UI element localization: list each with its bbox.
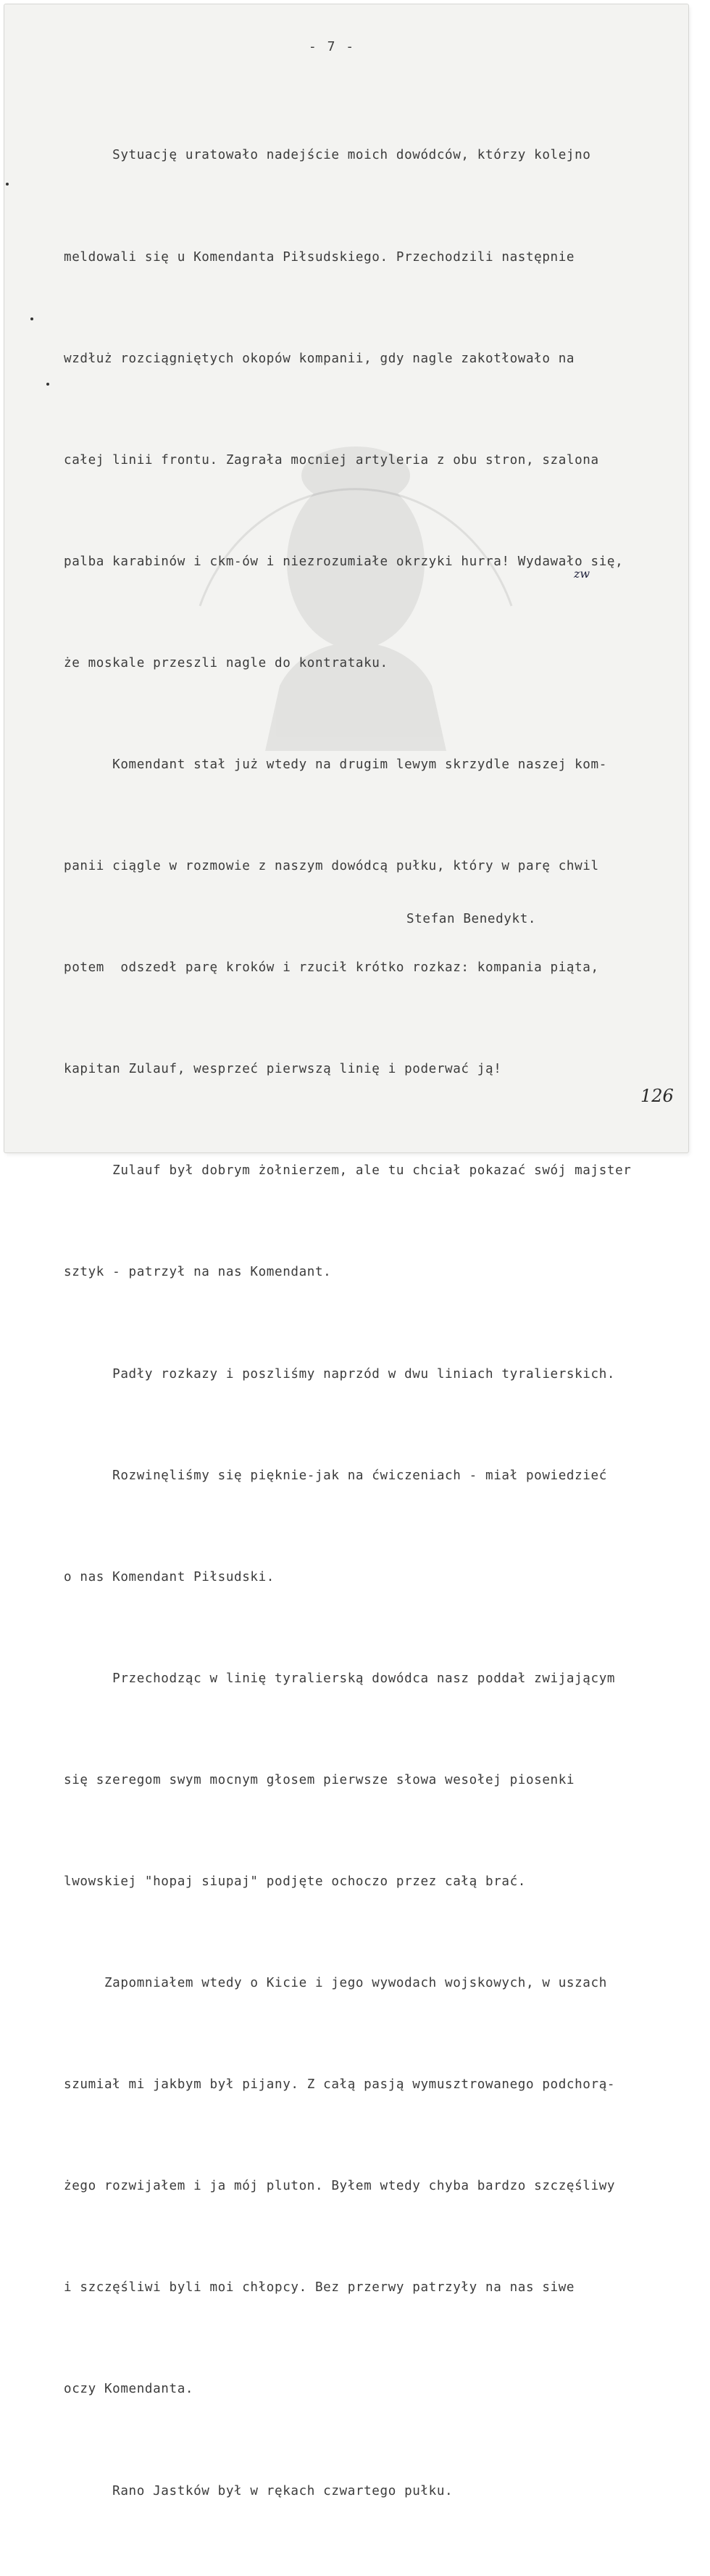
text-line: lwowskiej "hopaj siupaj" podjęte ochoczo przez całą brać. xyxy=(64,1874,526,1889)
text-line: i szczęśliwi byli moi chłopcy. Bez przerwy patrzyły na nas siwe xyxy=(64,2280,575,2295)
typed-body-text xyxy=(64,71,691,2576)
page-number: - 7 - xyxy=(308,39,356,54)
text-line: się szeregom swym mocnym głosem pierwsze słowa wesołej piosenki xyxy=(64,1772,575,1787)
author-signature: Stefan Benedykt. xyxy=(406,912,537,926)
archive-page-number: 126 xyxy=(640,1086,674,1106)
text-line: wzdłuż rozciągniętych okopów kompanii, gdy nagle zakotłowało na xyxy=(64,351,575,366)
text-line: Zapomniałem wtedy o Kicie i jego wywodach wojskowych, w uszach xyxy=(64,1976,607,1991)
text-line: oczy Komendanta. xyxy=(64,2382,194,2397)
handwritten-correction: zw xyxy=(574,567,590,581)
text-line: Przechodząc w linię tyralierską dowódca nasz poddał zwijającym xyxy=(64,1671,616,1686)
text-line: Komendant stał już wtedy na drugim lewym skrzydle naszej kom- xyxy=(64,757,607,772)
text-line: Zulauf był dobrym żołnierzem, ale tu chciał pokazać swój majster xyxy=(64,1163,632,1179)
text-line: szumiał mi jakbym był pijany. Z całą pasją wymusztrowanego podchorą- xyxy=(64,2077,616,2093)
text-line: panii ciągle w rozmowie z naszym dowódcą pułku, który w parę chwil xyxy=(64,859,599,874)
text-line: Sytuację uratowało nadejście moich dowódców, którzy kolejno xyxy=(64,148,591,163)
punch-mark xyxy=(6,183,9,186)
text-line: że moskale przeszli nagle do kontrataku. xyxy=(64,655,388,670)
punch-mark xyxy=(30,317,33,320)
text-line: meldowali się u Komendanta Piłsudskiego. Przechodzili następnie xyxy=(64,249,575,265)
text-line: Padły rozkazy i poszliśmy naprzód w dwu liniach tyralierskich. xyxy=(64,1366,616,1382)
text-line: Rozwinęliśmy się pięknie-jak na ćwiczeniach - miał powiedzieć xyxy=(64,1468,607,1483)
text-line: żego rozwijałem i ja mój pluton. Byłem wtedy chyba bardzo szczęśliwy xyxy=(64,2179,616,2194)
text-line: sztyk - patrzył na nas Komendant. xyxy=(64,1265,332,1280)
text-line: całej linii frontu. Zagrała mocniej artyleria z obu stron, szalona xyxy=(64,452,599,468)
text-line: potem odszedł parę kroków i rzucił krótko rozkaz: kompania piąta, xyxy=(64,960,599,976)
punch-mark xyxy=(46,383,49,386)
document-page xyxy=(4,4,688,2498)
text-line: o nas Komendant Piłsudski. xyxy=(64,1569,275,1584)
text-line: kapitan Zulauf, wesprzeć pierwszą linię i poderwać ją! xyxy=(64,1062,502,1077)
text-line: palba karabinów i ckm-ów i niezrozumiałe okrzyki hurra! Wydawało się, xyxy=(64,554,624,569)
text-line: Rano Jastków był w rękach czwartego pułku. xyxy=(64,2483,454,2498)
